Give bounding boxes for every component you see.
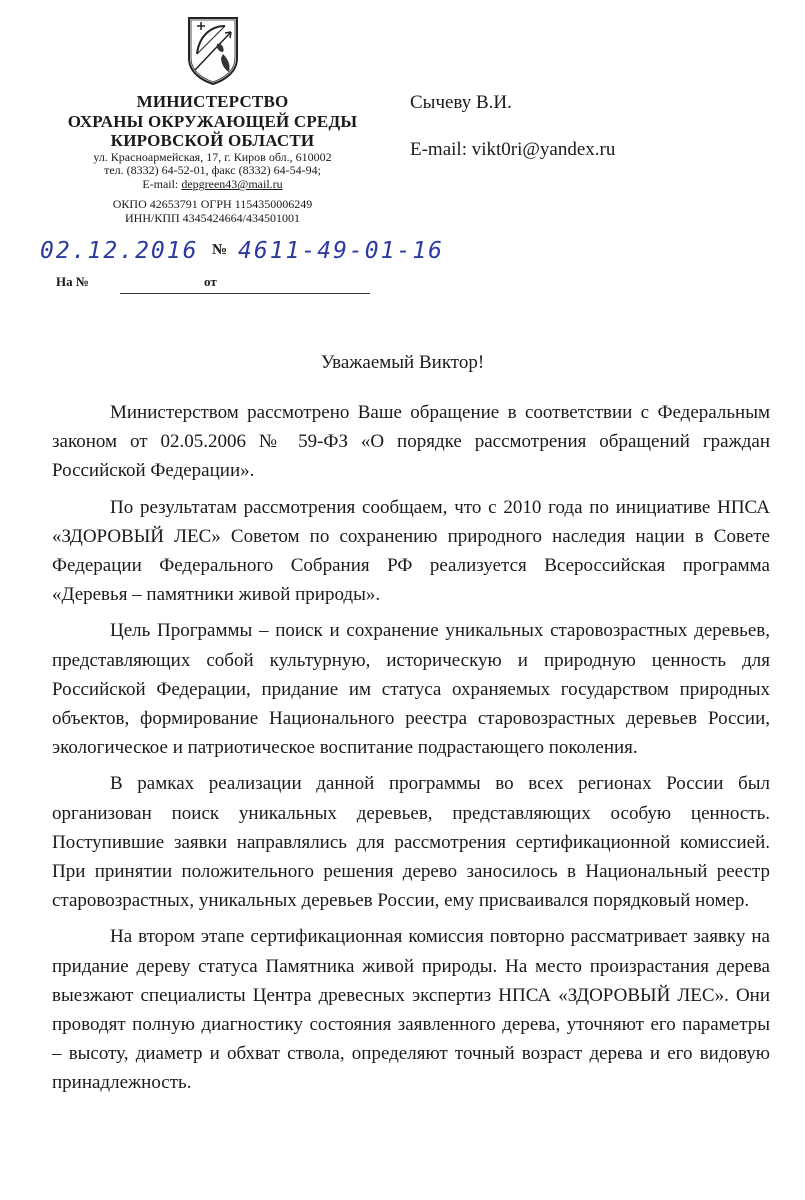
ministry-email-line (40, 178, 385, 192)
ministry-okpo: ОКПО 42653791 ОГРН 1154350006249 (112, 197, 313, 212)
reply-reference-line (56, 274, 376, 296)
ministry-email-link[interactable]: depgreen43@mail.ru (181, 177, 283, 192)
body-paragraph: На втором этапе сертификационная комиссия повторно рассматривает заявку на придание дереву статуса Памятника живой природы. На место произрастания дерева выезжают специалисты Центра древесных экспертиз НПСА «ЗДОРОВЫЙ ЛЕС». Они проводят полную диагностику состояния заявленного дерева, уточняют его параметры – высоту, диаметр и обхват ствола, определяют точный возраст дерева и его видовую принадлежность. (52, 926, 770, 1094)
recipient-name: Сычеву В.И. (410, 92, 512, 113)
registration-number: 4611-49-01-16 (238, 238, 445, 264)
ministry-email-label: E-mail: (142, 177, 182, 192)
ministry-phone: тел. (8332) 64-52-01, факс (8332) 64-54-94; (104, 163, 321, 178)
ministry-letterhead (40, 92, 385, 226)
ministry-name-line2: ОХРАНЫ ОКРУЖАЮЩЕЙ СРЕДЫ (67, 111, 358, 131)
registration-line (40, 238, 460, 268)
ministry-inn: ИНН/КПП 4345424664/434501001 (124, 210, 300, 225)
registration-date: 02.12.2016 (40, 238, 199, 264)
recipient-block (410, 92, 615, 162)
ministry-name-line1: МИНИСТЕРСТВО (136, 92, 289, 111)
body-paragraph: Министерством рассмотрено Ваше обращение в соответствии с Федеральным законом от 02.05.2006 № 59-ФЗ «О порядке рассмотрения обращений граждан Российской Федерации». (52, 402, 770, 482)
number-sign: № (212, 242, 228, 258)
reference-underline (120, 293, 370, 294)
coat-of-arms-icon (185, 14, 241, 86)
ot-label: от (204, 274, 217, 289)
na-label: На № (56, 274, 89, 289)
letter-body (52, 398, 770, 1105)
recipient-email: E-mail: vikt0ri@yandex.ru (410, 138, 616, 160)
body-paragraph: Цель Программы – поиск и сохранение уникальных старовозрастных деревьев, представляющих собой культурную, историческую и природную ценность для Российской Федерации, придание им статуса охраняемых государством природных объектов, формирование Национального реестра старовозрастных деревьев России, экологическое и патриотическое воспитание подрастающего поколения. (52, 620, 770, 759)
body-paragraph: В рамках реализации данной программы во всех регионах России был организован поиск уникальных деревьев, представляющих особую ценность. Поступившие заявки направлялись для рассмотрения сертификационной комиссией. При принятии положительного решения дерево заносилось в Национальный реестр старовозрастных, уникальных деревьев России, ему присваивался порядковый номер. (52, 773, 770, 912)
salutation: Уважаемый Виктор! (320, 352, 485, 373)
ministry-name-line3: КИРОВСКОЙ ОБЛАСТИ (110, 131, 315, 151)
body-paragraph: По результатам рассмотрения сообщаем, что с 2010 года по инициативе НПСА «ЗДОРОВЫЙ ЛЕС» Советом по сохранению природного наследия нации в Совете Федерации Федерального Собрания РФ реализуется Всероссийская программа «Деревья – памятники живой природы». (52, 496, 770, 606)
ministry-address: ул. Красноармейская, 17, г. Киров обл., 610002 (93, 149, 332, 164)
